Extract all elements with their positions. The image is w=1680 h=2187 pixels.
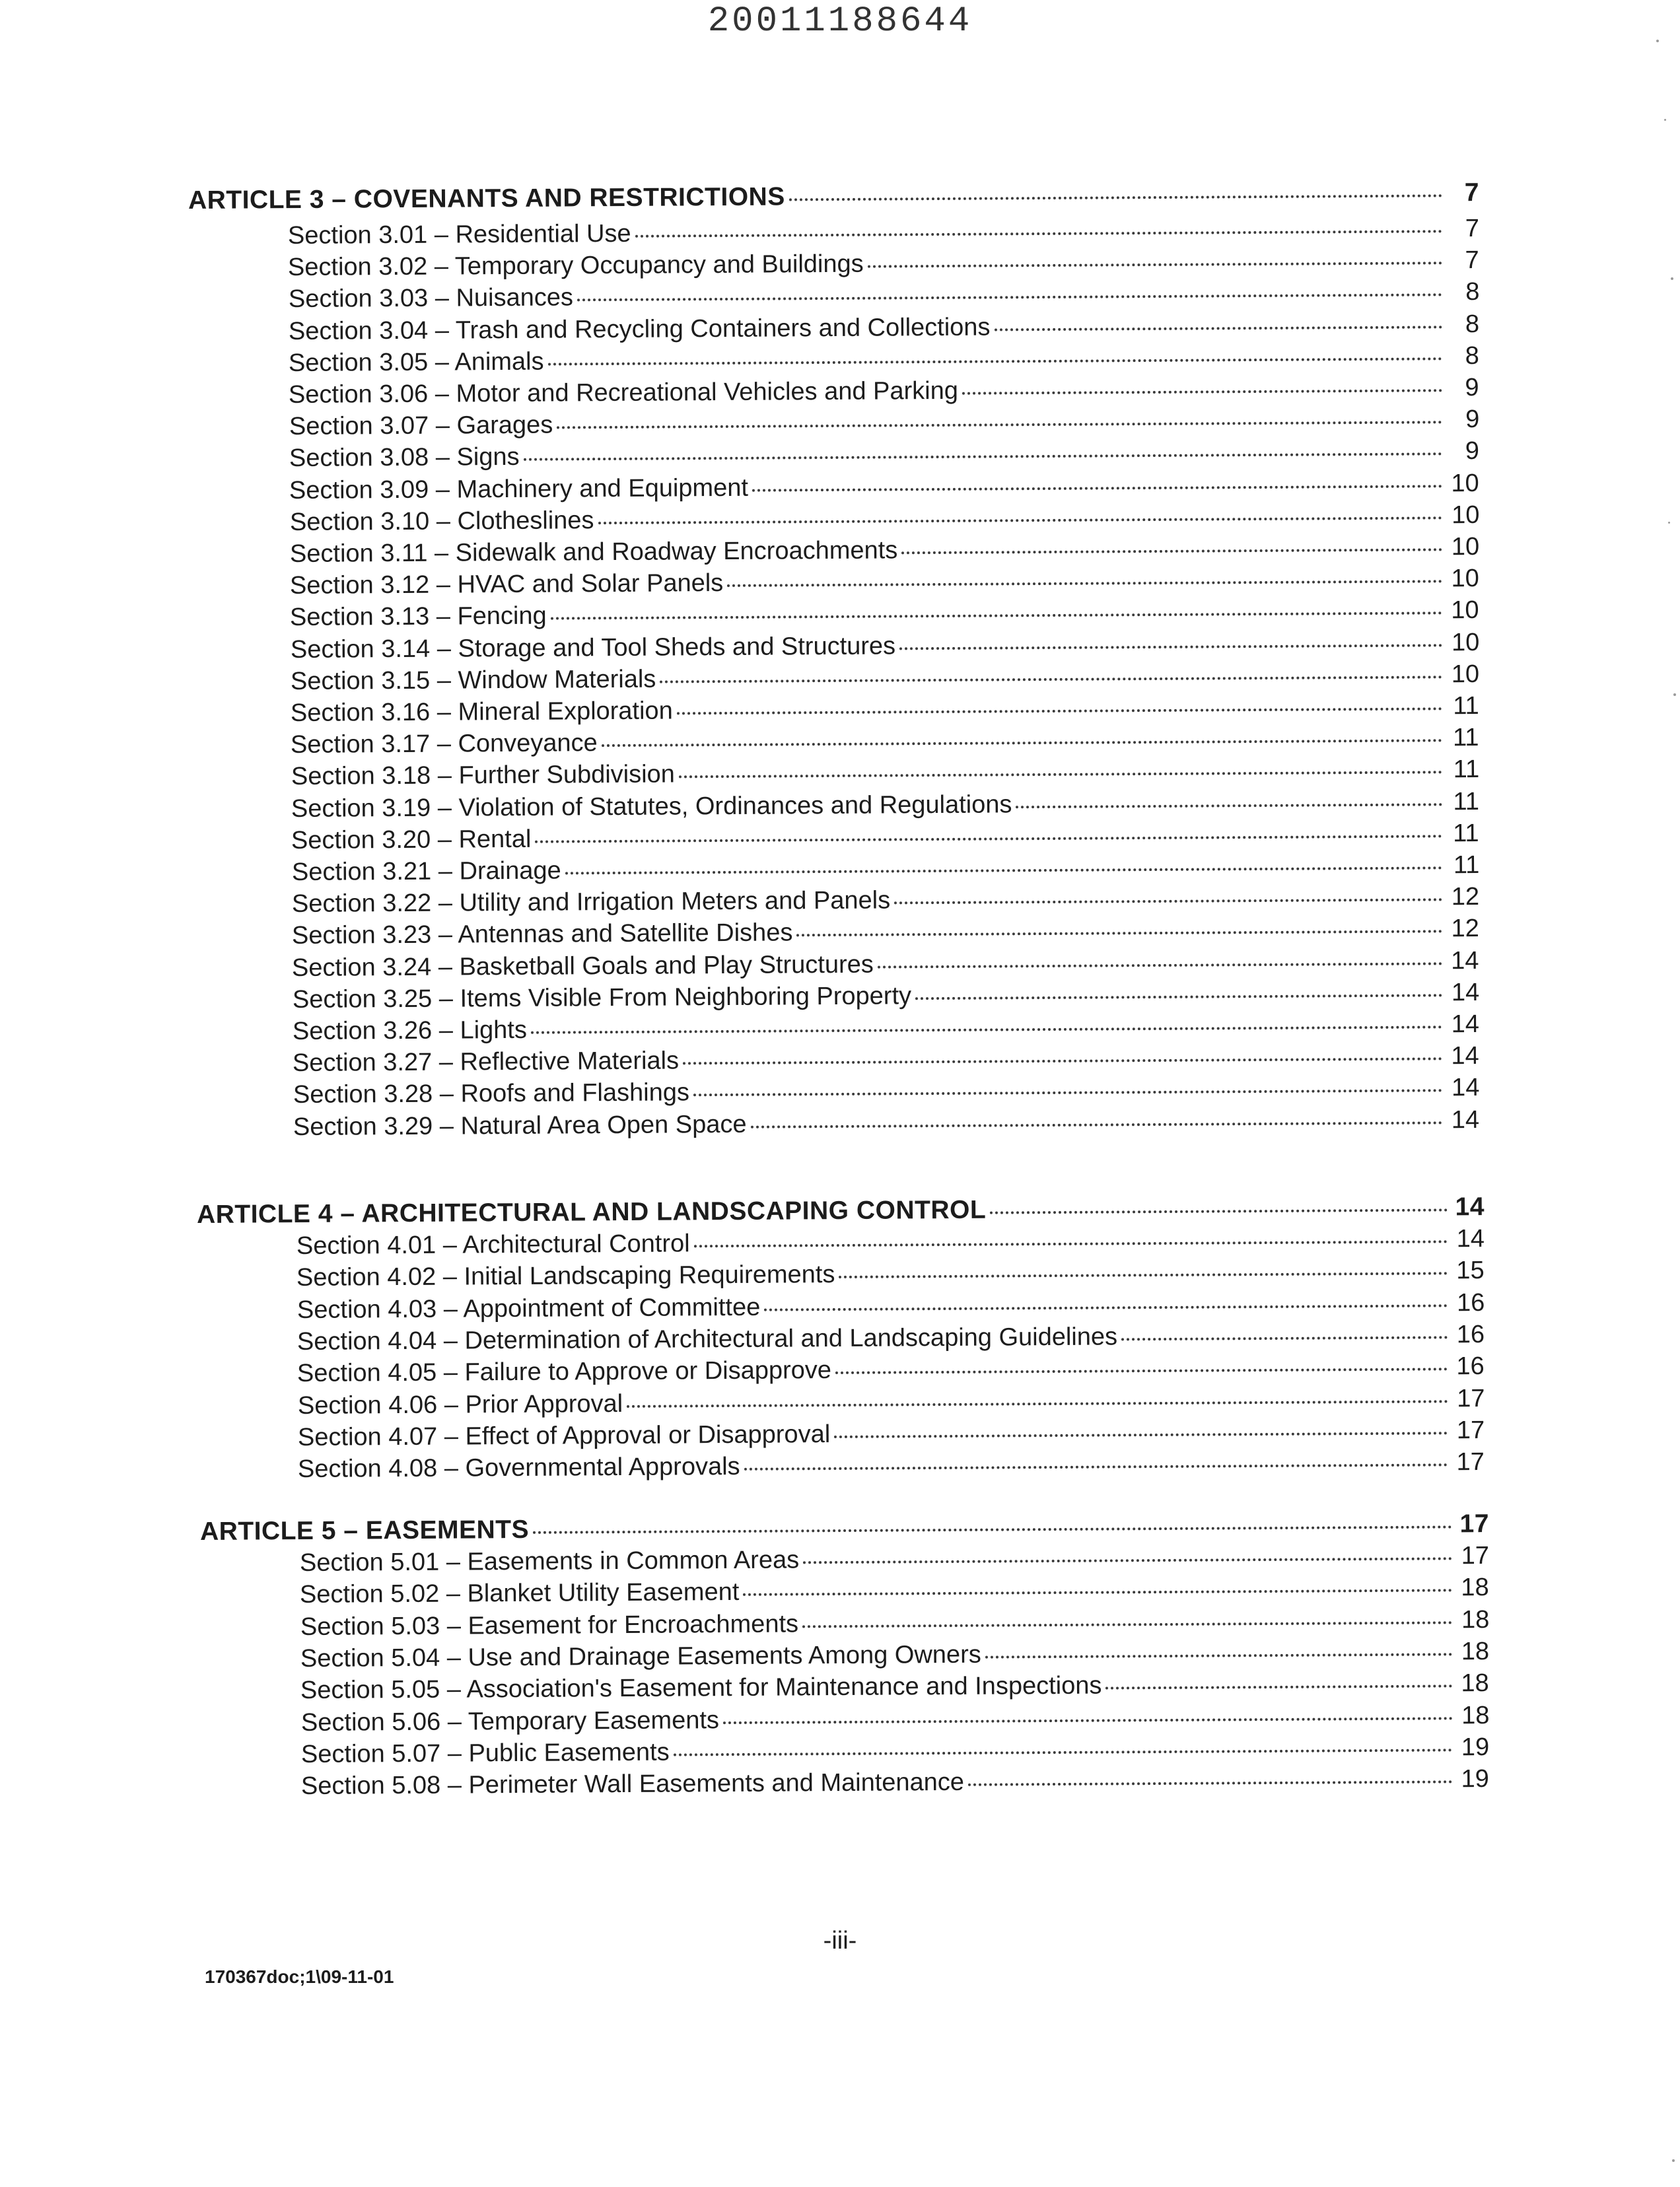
toc-section-row (289, 469, 1479, 507)
dot-leader (834, 1432, 1448, 1438)
toc-section-page: 10 (1451, 565, 1480, 593)
toc-section-row (293, 1010, 1479, 1048)
dot-leader (878, 962, 1442, 968)
scan-speck (1671, 277, 1673, 280)
dot-leader (915, 994, 1442, 1000)
toc-section-title: Section 3.29 – Natural Area Open Space (293, 1110, 747, 1141)
toc-section-row (298, 1448, 1485, 1486)
toc-section-row (291, 788, 1479, 825)
toc-section-title: Section 3.20 – Rental (291, 825, 532, 854)
toc-section-title: Section 3.02 – Temporary Occupancy and Buildings (288, 250, 864, 282)
toc-section-row (297, 1225, 1485, 1263)
toc-section-title: Section 3.03 – Nuisances (288, 283, 573, 314)
dot-leader (627, 1400, 1448, 1408)
dot-leader (679, 771, 1442, 779)
dot-leader (1106, 1685, 1452, 1690)
dot-leader (899, 644, 1442, 650)
toc-section-title: Section 3.12 – HVAC and Solar Panels (289, 569, 724, 600)
toc-section-row (291, 692, 1479, 730)
dot-leader (868, 262, 1442, 268)
toc-section-row (293, 979, 1480, 1016)
dot-leader (901, 548, 1442, 554)
dot-leader (524, 453, 1442, 461)
toc-section-row (290, 629, 1479, 666)
dot-leader (565, 866, 1442, 874)
toc-section-page: 12 (1451, 883, 1480, 911)
toc-section-page: 11 (1453, 755, 1480, 784)
dot-leader (789, 194, 1442, 201)
dot-leader (1121, 1336, 1448, 1340)
toc-section-row (297, 1352, 1485, 1390)
toc-section-page: 18 (1461, 1574, 1490, 1602)
toc-section-title: Section 5.01 – Easements in Common Areas (299, 1546, 800, 1577)
toc-section-row (290, 596, 1479, 634)
toc-section-row (297, 1385, 1485, 1422)
toc-article-heading (188, 178, 1479, 217)
toc-section-page: 17 (1456, 1448, 1485, 1476)
page-number: -iii- (823, 1927, 857, 1955)
toc-section-row (290, 533, 1479, 571)
toc-article-heading (197, 1193, 1485, 1231)
toc-section-page: 11 (1453, 724, 1480, 752)
dot-leader (551, 612, 1442, 620)
toc-section-title: Section 3.11 – Sidewalk and Roadway Encroachments (289, 536, 898, 568)
dot-leader (533, 1525, 1452, 1534)
toc-section-title: Section 4.03 – Appointment of Committee (297, 1293, 760, 1324)
toc-section-page: 15 (1456, 1257, 1485, 1285)
toc-section-row (300, 1574, 1489, 1611)
dot-leader (797, 930, 1442, 937)
toc-section-title: Section 3.16 – Mineral Exploration (291, 697, 674, 727)
scan-speck (1672, 2159, 1675, 2162)
toc-section-title: Section 3.06 – Motor and Recreational Vehicles and Parking (289, 376, 959, 409)
dot-leader (635, 230, 1442, 237)
dot-leader (577, 294, 1442, 302)
toc-section-page: 19 (1461, 1765, 1490, 1793)
dot-leader (994, 326, 1442, 331)
toc-section-title: Section 4.08 – Governmental Approvals (297, 1453, 740, 1484)
toc-section-page: 17 (1456, 1384, 1485, 1412)
toc-section-page: 14 (1451, 978, 1480, 1007)
toc-section-row (297, 1257, 1485, 1294)
toc-section-page: 8 (1465, 310, 1480, 338)
toc-section-page: 8 (1465, 278, 1480, 306)
toc-section-title: Section 4.04 – Determination of Architectural and Landscaping Guidelines (297, 1323, 1118, 1356)
toc-section-row (293, 1074, 1479, 1111)
dot-leader (990, 1208, 1448, 1214)
toc-section-row (298, 1416, 1485, 1454)
toc-section-page: 11 (1453, 787, 1480, 816)
scan-speck (1664, 119, 1666, 121)
toc-section-page: 14 (1451, 946, 1480, 975)
toc-section-title: Section 4.02 – Initial Landscaping Requirements (297, 1261, 835, 1292)
toc-article-title: ARTICLE 3 – COVENANTS AND RESTRICTIONS (188, 182, 785, 215)
toc-section-row (301, 1733, 1489, 1771)
toc-section-row (289, 437, 1479, 475)
toc-section-title: Section 3.24 – Basketball Goals and Play Structures (292, 950, 874, 982)
toc-section-row (297, 1289, 1485, 1327)
toc-section-page: 10 (1451, 596, 1480, 625)
toc-section-title: Section 3.07 – Garages (289, 411, 553, 441)
toc-section-title: Section 4.07 – Effect of Approval or Disapproval (297, 1420, 831, 1451)
toc-section-row (291, 819, 1479, 857)
dot-leader (677, 707, 1442, 714)
dot-leader (683, 1058, 1442, 1065)
toc-section-page: 18 (1461, 1605, 1490, 1634)
toc-section-page: 10 (1451, 501, 1480, 530)
toc-section-title: Section 3.23 – Antennas and Satellite Dishes (292, 919, 793, 950)
toc-section-title: Section 3.04 – Trash and Recycling Containers and Collections (288, 313, 991, 345)
scan-speck (1673, 693, 1676, 696)
dot-leader (548, 357, 1442, 365)
scan-speck (1656, 40, 1659, 42)
dot-leader (673, 1749, 1452, 1756)
toc-section-title: Section 3.19 – Violation of Statutes, Ordinances and Regulations (291, 790, 1012, 823)
document-number: 20011188644 (707, 1, 973, 42)
toc-section-title: Section 3.17 – Conveyance (291, 729, 598, 759)
toc-section-title: Section 4.06 – Prior Approval (297, 1389, 623, 1420)
toc-section-title: Section 3.10 – Clotheslines (289, 506, 594, 536)
toc-section-page: 17 (1461, 1541, 1490, 1570)
toc-section-row (293, 1106, 1479, 1144)
toc-section-title: Section 5.02 – Blanket Utility Easement (300, 1578, 740, 1609)
toc-section-title: Section 3.14 – Storage and Tool Sheds and Structures (290, 631, 895, 664)
toc-section-page: 11 (1453, 851, 1480, 880)
toc-section-page: 19 (1461, 1733, 1490, 1762)
toc-section-page: 14 (1451, 1042, 1480, 1070)
dot-leader (660, 676, 1442, 683)
dot-leader (803, 1557, 1452, 1564)
dot-leader (839, 1272, 1448, 1279)
dot-leader (894, 899, 1442, 905)
toc-section-page: 7 (1465, 214, 1480, 243)
toc-section-title: Section 3.26 – Lights (292, 1016, 528, 1045)
toc-section-row (292, 883, 1479, 920)
toc-section-page: 16 (1456, 1288, 1485, 1317)
toc-section-row (289, 405, 1480, 443)
dot-leader (802, 1621, 1452, 1628)
dot-leader (694, 1240, 1448, 1247)
toc-section-page: 10 (1451, 532, 1480, 561)
toc-section-page: 14 (1456, 1225, 1485, 1253)
toc-section-title: Section 3.18 – Further Subdivision (291, 760, 675, 791)
toc-section-page: 14 (1451, 1105, 1480, 1134)
toc-section-row (288, 215, 1479, 252)
toc-article-title: ARTICLE 4 – ARCHITECTURAL AND LANDSCAPING CONTROL (196, 1195, 987, 1229)
toc-section-page: 11 (1453, 819, 1480, 848)
toc-article-title: ARTICLE 5 – EASEMENTS (199, 1515, 530, 1546)
dot-leader (722, 1717, 1452, 1724)
toc-section-row (291, 755, 1479, 793)
toc-section-row (292, 947, 1479, 985)
toc-section-row (291, 851, 1479, 889)
toc-section-row (289, 342, 1479, 380)
toc-section-page: 14 (1451, 1074, 1480, 1102)
dot-leader (602, 740, 1442, 747)
dot-leader (727, 580, 1442, 588)
toc-section-page: 18 (1461, 1637, 1490, 1666)
toc-section-page: 10 (1451, 660, 1480, 689)
toc-section-page: 18 (1461, 1669, 1490, 1698)
toc-section-page: 11 (1453, 692, 1480, 720)
toc-section-page: 16 (1456, 1320, 1485, 1349)
toc-section-page: 7 (1465, 246, 1480, 275)
document-code: 170367doc;1\09-11-01 (205, 1966, 394, 1987)
toc-section-row (300, 1638, 1489, 1675)
dot-leader (985, 1653, 1452, 1658)
dot-leader (744, 1463, 1448, 1471)
dot-leader (744, 1589, 1452, 1597)
toc-section-row (291, 660, 1479, 698)
dot-leader (531, 1025, 1442, 1033)
toc-section-row (289, 310, 1479, 348)
dot-leader (835, 1368, 1448, 1375)
toc-section-title: Section 3.08 – Signs (289, 443, 520, 473)
toc-section-title: Section 3.25 – Items Visible From Neighboring Property (292, 982, 911, 1014)
dot-leader (1016, 803, 1442, 808)
toc-section-row (293, 1042, 1479, 1080)
dot-leader (693, 1090, 1442, 1097)
toc-article-page: 14 (1455, 1193, 1485, 1222)
dot-leader (962, 389, 1442, 394)
toc-section-title: Section 5.05 – Association's Easement for Maintenance and Inspections (300, 1671, 1102, 1705)
dot-leader (968, 1780, 1452, 1786)
toc-section-title: Section 3.22 – Utility and Irrigation Meters and Panels (291, 886, 891, 919)
toc-section-row (300, 1702, 1489, 1739)
toc-section-title: Section 4.05 – Failure to Approve or Disapprove (297, 1356, 832, 1388)
toc-section-page: 18 (1461, 1701, 1490, 1729)
toc-section-row (288, 278, 1479, 316)
toc-section-row (290, 565, 1479, 602)
toc-article-page: 17 (1459, 1510, 1490, 1539)
toc-section-row (289, 501, 1479, 539)
toc-section-row (297, 1321, 1485, 1358)
scan-speck (1668, 522, 1670, 524)
toc-section-page: 9 (1465, 405, 1480, 434)
toc-article-page: 7 (1464, 178, 1480, 207)
toc-section-page: 16 (1456, 1352, 1485, 1381)
toc-section-title: Section 3.01 – Residential Use (287, 219, 631, 250)
toc-section-title: Section 3.05 – Animals (288, 347, 544, 377)
toc-section-page: 9 (1465, 437, 1480, 466)
toc-section-title: Section 5.04 – Use and Drainage Easements Among Owners (300, 1640, 981, 1673)
toc-section-title: Section 3.28 – Roofs and Flashings (293, 1078, 689, 1109)
toc-section-row (301, 1765, 1489, 1803)
toc-section-page: 10 (1451, 469, 1480, 497)
toc-section-row (291, 724, 1479, 761)
toc-section-page: 17 (1456, 1416, 1485, 1445)
toc-section-title: Section 5.06 – Temporary Easements (300, 1706, 719, 1737)
toc-section-title: Section 4.01 – Architectural Control (296, 1230, 690, 1260)
dot-leader (557, 421, 1442, 429)
toc-section-title: Section 5.03 – Easement for Encroachments (300, 1609, 798, 1641)
toc-section-title: Section 3.13 – Fencing (290, 602, 547, 632)
toc-section-title: Section 5.07 – Public Easements (300, 1738, 670, 1768)
toc-section-row (289, 374, 1479, 411)
toc-section-row (300, 1669, 1489, 1707)
toc-section-row (288, 246, 1479, 284)
toc-section-row (300, 1542, 1489, 1580)
toc-section-page: 10 (1451, 628, 1480, 656)
toc-section-title: Section 3.15 – Window Materials (290, 665, 656, 695)
toc-section-row (300, 1606, 1489, 1644)
toc-section-page: 8 (1465, 341, 1480, 370)
toc-article-heading (200, 1510, 1489, 1548)
toc-section-row (292, 915, 1479, 952)
toc-section-page: 9 (1465, 373, 1480, 402)
dot-leader (750, 1121, 1442, 1128)
toc-section-title: Section 5.08 – Perimeter Wall Easements and Maintenance (300, 1768, 965, 1801)
toc-section-page: 14 (1451, 1010, 1480, 1039)
toc-section-page: 12 (1451, 915, 1480, 943)
dot-leader (536, 835, 1442, 843)
dot-leader (598, 516, 1442, 524)
toc-section-title: Section 3.09 – Machinery and Equipment (289, 473, 749, 504)
toc-section-title: Section 3.27 – Reflective Materials (293, 1047, 680, 1078)
dot-leader (764, 1304, 1448, 1311)
toc-section-title: Section 3.21 – Drainage (291, 856, 561, 886)
dot-leader (752, 485, 1442, 491)
